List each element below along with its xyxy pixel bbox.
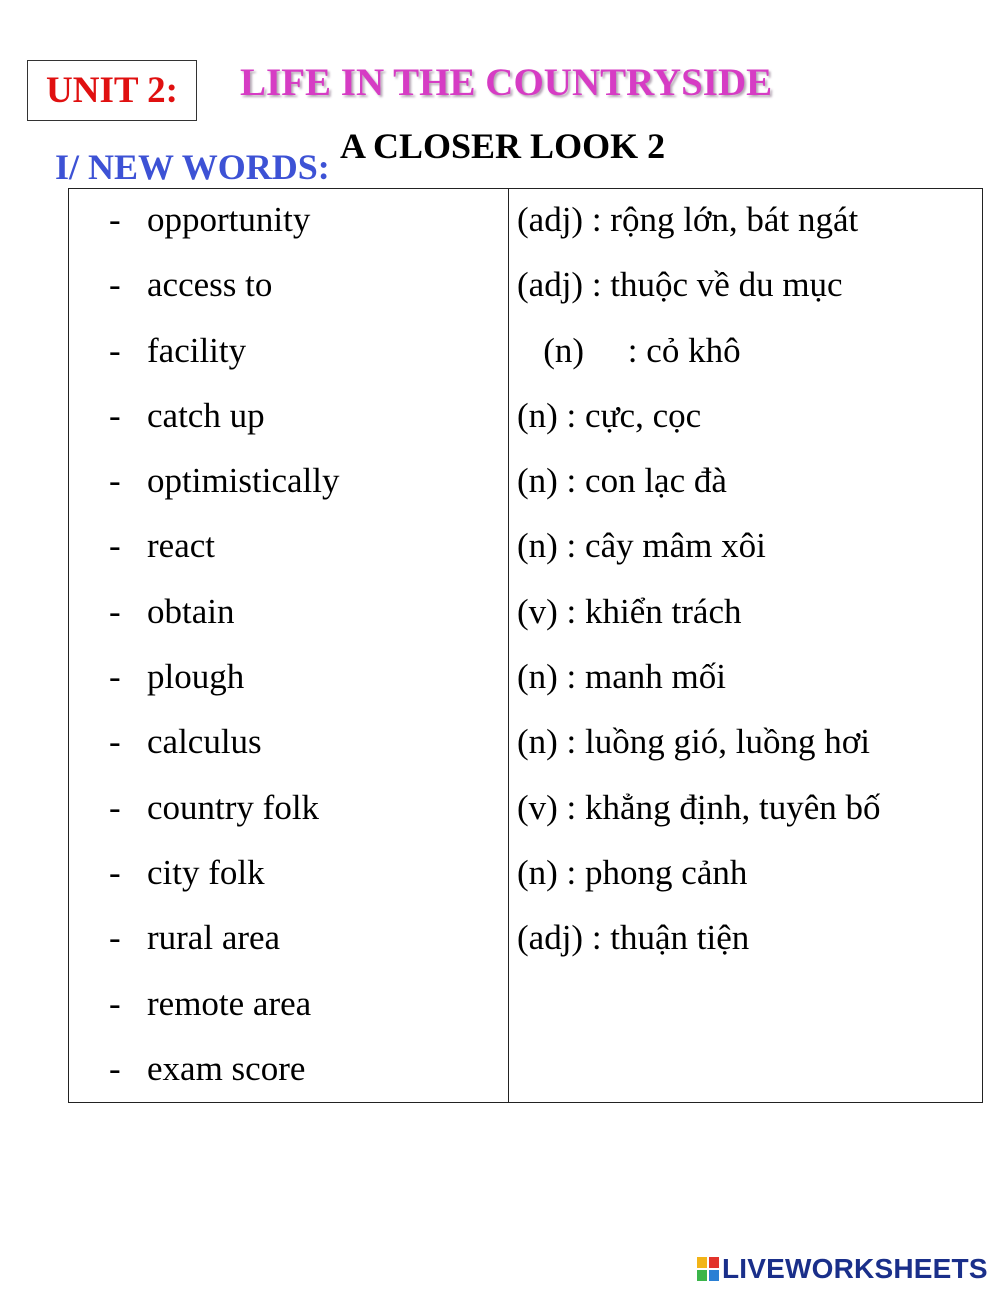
vocab-word: react	[147, 526, 215, 566]
list-dash: -	[109, 787, 121, 827]
vocab-word: city folk	[147, 852, 265, 892]
vocab-word: rural area	[147, 918, 281, 958]
list-dash: -	[109, 200, 121, 239]
vocab-meaning: (adj) : rộng lớn, bát ngát	[517, 200, 859, 239]
section-heading: I/ NEW WORDS:	[55, 147, 330, 187]
liveworksheets-logo	[697, 1254, 988, 1284]
page-title: LIFE IN THE COUNTRYSIDE	[240, 61, 773, 104]
list-dash: -	[109, 526, 121, 566]
list-dash: -	[109, 918, 121, 958]
vocab-meaning: (v) : khiển trách	[517, 591, 742, 631]
vocabulary-table	[68, 188, 983, 1103]
vocab-meaning: (adj) : thuận tiện	[517, 918, 750, 958]
watermark-text: LIVEWORKSHEETS	[722, 1253, 988, 1284]
vocab-word: catch up	[147, 395, 265, 435]
list-dash: -	[109, 852, 121, 892]
list-dash: -	[109, 722, 121, 762]
liveworksheets-icon	[697, 1257, 719, 1281]
list-dash: -	[109, 591, 121, 631]
vocab-meaning: (n) : con lạc đà	[517, 461, 727, 501]
vocab-meaning: (v) : khẳng định, tuyên bố	[517, 787, 881, 827]
list-dash: -	[109, 983, 121, 1023]
vocab-word: obtain	[147, 591, 235, 631]
vocab-word: exam score	[147, 1048, 306, 1088]
list-dash: -	[109, 395, 121, 435]
column-divider	[508, 189, 509, 1102]
vocab-meaning: (n) : phong cảnh	[517, 852, 748, 892]
vocab-word: access to	[147, 265, 273, 305]
vocab-meaning: (n) : manh mối	[517, 657, 726, 697]
vocab-meaning: (n) : luồng gió, luồng hơi	[517, 722, 870, 762]
vocab-meaning: (n) : cây mâm xôi	[517, 526, 766, 566]
list-dash: -	[109, 330, 121, 370]
vocab-meaning: (adj) : thuộc về du mục	[517, 265, 843, 305]
list-dash: -	[109, 461, 121, 501]
logo-square-icon	[697, 1257, 707, 1268]
list-dash: -	[109, 265, 121, 305]
vocab-word: calculus	[147, 722, 262, 762]
logo-square-icon	[697, 1270, 707, 1281]
vocab-word: optimistically	[147, 461, 340, 501]
meaning-list	[517, 200, 881, 984]
vocab-meaning: (n) : cực, cọc	[517, 395, 702, 435]
list-dash: -	[109, 1048, 121, 1088]
vocab-word: facility	[147, 330, 247, 370]
list-dash: -	[109, 657, 121, 697]
vocab-word: plough	[147, 657, 245, 697]
logo-square-icon	[709, 1257, 719, 1268]
logo-square-icon	[709, 1270, 719, 1281]
page-subtitle: A CLOSER LOOK 2	[340, 126, 666, 166]
vocab-word: country folk	[147, 787, 320, 827]
vocab-word: opportunity	[147, 200, 311, 239]
vocab-meaning: (n) : cỏ khô	[517, 330, 741, 370]
vocab-word: remote area	[147, 983, 312, 1023]
unit-label: UNIT 2:	[27, 60, 197, 121]
